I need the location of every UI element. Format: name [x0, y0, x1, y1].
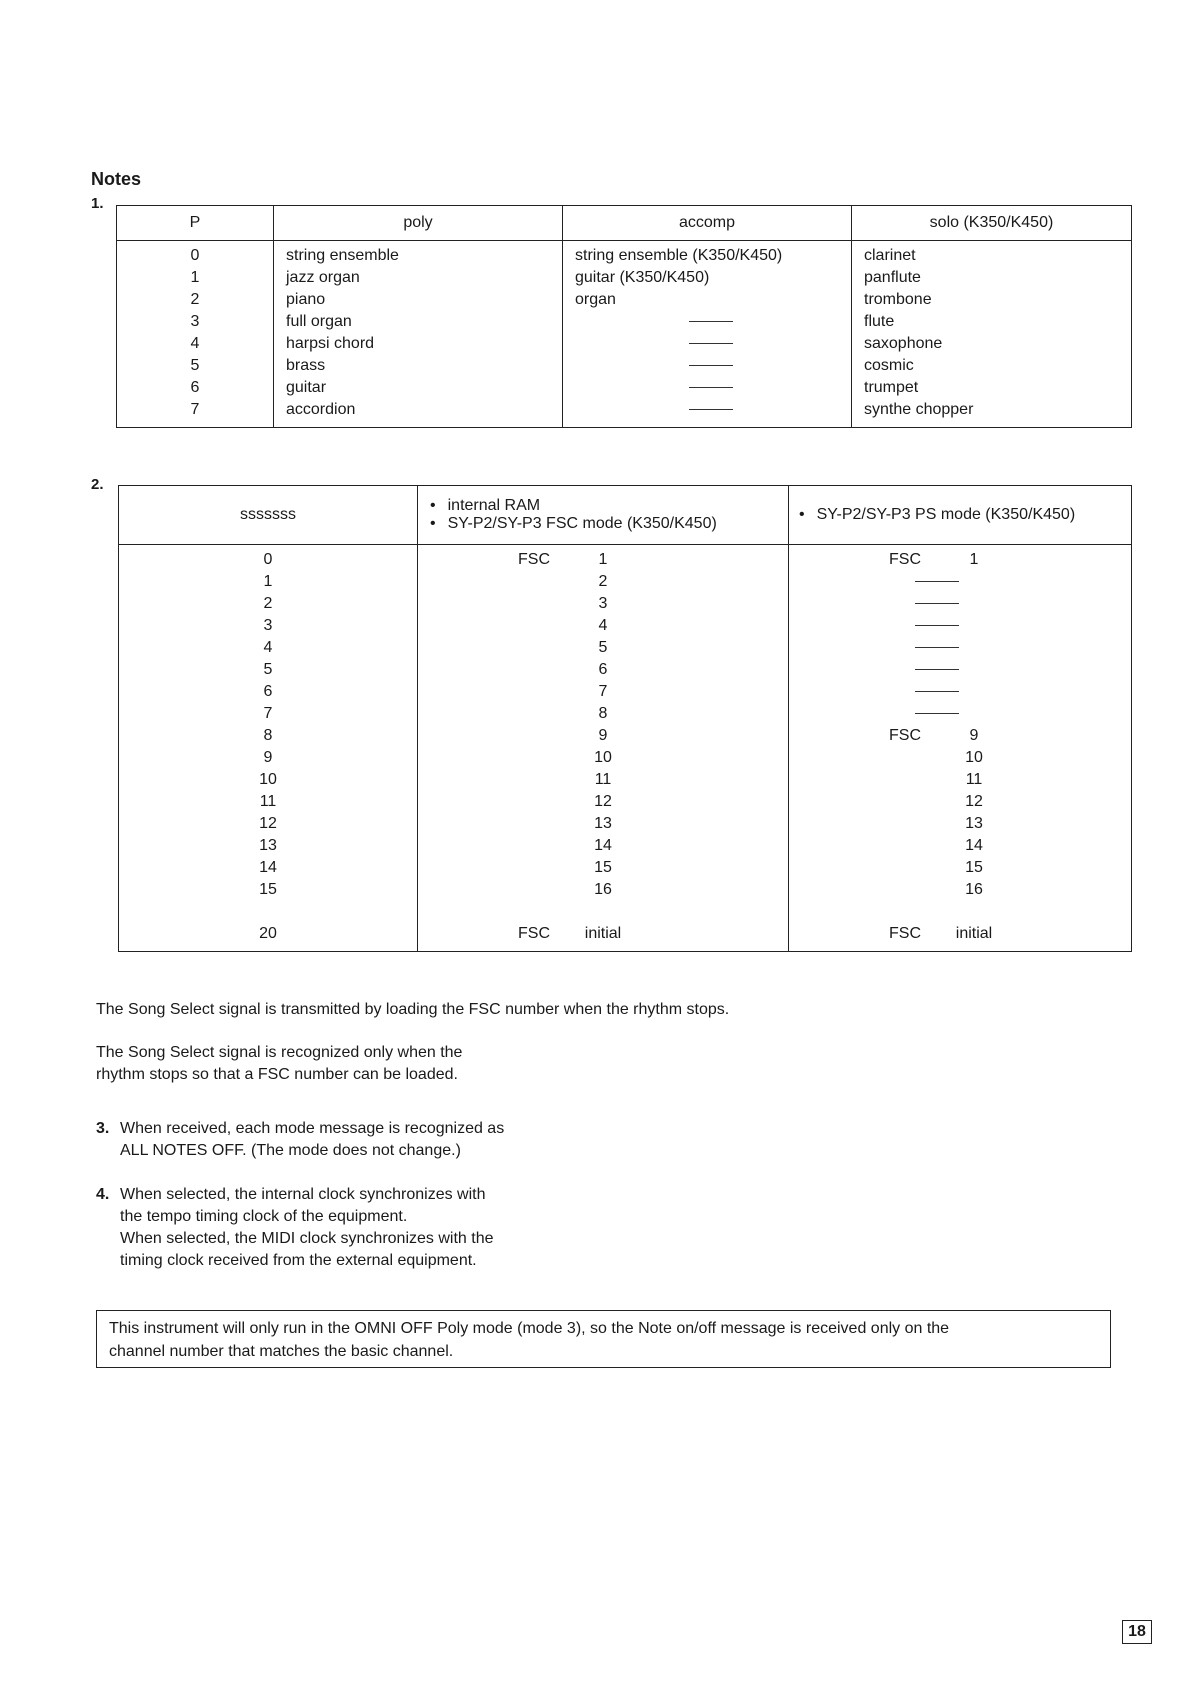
table2-cell-s: 11	[259, 793, 277, 810]
table2-c-column	[889, 549, 1131, 945]
table2-cell-s: 2	[263, 595, 273, 612]
table1-header-solo: solo (K350/K450)	[852, 206, 1132, 241]
table1-cell-poly: piano	[286, 291, 326, 308]
table2-cell-b	[518, 615, 788, 637]
table2-cell-b-value: 14	[594, 837, 612, 854]
table1-cell-poly: guitar	[286, 379, 327, 396]
table2-cell-b	[518, 747, 788, 769]
table2-cell-c-last	[889, 923, 1131, 945]
table2-cell-c-dash	[889, 703, 1131, 725]
table2-spacer	[119, 901, 417, 923]
table1-cell-p: 5	[190, 357, 200, 374]
table1-header-row	[117, 206, 1132, 241]
table1-accomp-column	[575, 245, 851, 421]
table1-cell-solo: clarinet	[864, 247, 916, 264]
table2-cell-s: 10	[259, 771, 277, 788]
table2-cell-c	[889, 879, 1131, 901]
table2-cell-c-last-value: initial	[955, 925, 993, 942]
table2-header-c	[789, 486, 1132, 545]
note-3-line1: When received, each mode message is recognized as	[120, 1120, 505, 1137]
table2-cell-c-dash	[889, 659, 1131, 681]
table2-cell-c-value: 13	[965, 815, 983, 832]
table2-cell-b-value: 13	[594, 815, 612, 832]
dash-mark	[915, 713, 959, 714]
song-select-transmit-text: The Song Select signal is transmitted by loading the FSC number when the rhythm stops.	[96, 1001, 730, 1018]
table2-cell-b-value: 8	[598, 705, 608, 722]
table2-header-b-line2: • SY-P2/SY-P3 FSC mode (K350/K450)	[430, 515, 788, 533]
table2-cell-c-dash	[889, 637, 1131, 659]
table1-cell-accomp: string ensemble (K350/K450)	[575, 247, 783, 264]
table2-cell-b-last-value: initial	[584, 925, 622, 942]
dash-mark	[915, 691, 959, 692]
table2-cell-b	[518, 769, 788, 791]
table2-cell-s: 9	[263, 749, 273, 766]
omni-off-notice-line2: channel number that matches the basic channel.	[109, 1343, 454, 1360]
note-4-line3: When selected, the MIDI clock synchronizes with the	[120, 1230, 494, 1247]
table2-cell-c	[889, 835, 1131, 857]
dash-mark	[689, 365, 733, 366]
table2-cell-c-dash	[889, 681, 1131, 703]
table2-cell-c-dash	[889, 615, 1131, 637]
table1-cell-p: 2	[190, 291, 200, 308]
table2-header-b	[418, 486, 789, 545]
table1-cell-accomp: organ	[575, 291, 616, 308]
table1-cell-accomp-dash	[575, 333, 851, 355]
table2-cell-b	[518, 571, 788, 593]
table2-cell-c-value: 12	[965, 793, 983, 810]
table2	[118, 485, 1132, 952]
table1-body-row	[117, 241, 1132, 428]
table2-cell-b-value: 1	[598, 551, 608, 568]
dash-mark	[689, 343, 733, 344]
table1-cell-poly: harpsi chord	[286, 335, 375, 352]
note-3-line2: ALL NOTES OFF. (The mode does not change.)	[120, 1142, 461, 1159]
note-3	[96, 1118, 505, 1162]
table2-cell-c-value: 16	[965, 881, 983, 898]
note-4-number: 4.	[96, 1186, 110, 1203]
table2-b-column	[518, 549, 788, 945]
table1-header-poly: poly	[274, 206, 563, 241]
omni-off-notice-line1: This instrument will only run in the OMNI OFF Poly mode (mode 3), so the Note on/off message is received only on the	[109, 1320, 950, 1337]
table1-cell-accomp-dash	[575, 377, 851, 399]
table2-cell-s: 7	[263, 705, 273, 722]
table2-cell-b-value: 4	[598, 617, 608, 634]
table2-cell-c-prefix: FSC	[889, 727, 921, 744]
table1-poly-column	[286, 245, 562, 421]
table1-cell-p: 7	[190, 401, 200, 418]
table2-cell-c-dash	[889, 593, 1131, 615]
table1-solo-column	[864, 245, 1131, 421]
notes-heading: Notes	[91, 169, 142, 189]
table2-cell-c-value: 15	[965, 859, 983, 876]
table2-cell-s: 8	[263, 727, 273, 744]
table2-cell-s: 0	[263, 551, 273, 568]
table2-cell-b	[518, 703, 788, 725]
table2-cell-b-value: 6	[598, 661, 608, 678]
table2-label: 2.	[91, 476, 104, 493]
table1-cell-solo: saxophone	[864, 335, 943, 352]
table2-body-row	[119, 545, 1132, 952]
table2-spacer	[889, 901, 1131, 923]
table2-cell-s: 12	[259, 815, 277, 832]
table1-cell-p: 0	[190, 247, 200, 264]
table2-s-column	[119, 549, 417, 945]
table2-cell-c	[889, 813, 1131, 835]
note-4	[96, 1184, 494, 1272]
song-select-recognize-text	[96, 1042, 462, 1086]
table1-cell-accomp-dash	[575, 399, 851, 421]
table2-cell-s: 13	[259, 837, 277, 854]
table1-cell-p: 1	[190, 269, 200, 286]
table2-cell-b-value: 9	[598, 727, 608, 744]
table2-cell-b-value: 7	[598, 683, 608, 700]
table1-cell-poly: accordion	[286, 401, 356, 418]
table2-cell-s: 5	[263, 661, 273, 678]
table2-header-b-line1: • internal RAM	[430, 497, 788, 515]
page-number: 18	[1122, 1620, 1152, 1644]
table2-cell-b-prefix: FSC	[518, 551, 550, 568]
dash-mark	[915, 603, 959, 604]
table2-cell-b-value: 10	[594, 749, 612, 766]
table1-header-p: P	[117, 206, 274, 241]
table1-cell-p: 6	[190, 379, 200, 396]
table2-cell-c-value: 11	[965, 771, 983, 788]
table2-cell-b	[518, 725, 788, 747]
table1-cell-poly: brass	[286, 357, 326, 374]
table2-cell-c-value: 9	[969, 727, 979, 744]
table1-cell-poly: jazz organ	[286, 269, 360, 286]
table2-header-c-text: • SY-P2/SY-P3 PS mode (K350/K450)	[799, 506, 1075, 523]
table2-cell-c	[889, 725, 1131, 747]
table2-cell-b	[518, 813, 788, 835]
table2-cell-s: 15	[259, 881, 277, 898]
table2-cell-c	[889, 769, 1131, 791]
table1-cell-poly: string ensemble	[286, 247, 399, 264]
table2-cell-b	[518, 549, 788, 571]
table2-cell-c-prefix: FSC	[889, 551, 921, 568]
table2-cell-c-value: 14	[965, 837, 983, 854]
table1-cell-solo: synthe chopper	[864, 401, 974, 418]
table2-cell-b	[518, 857, 788, 879]
dash-mark	[689, 409, 733, 410]
table2-cell-b-value: 2	[598, 573, 608, 590]
table2-cell-b-value: 11	[594, 771, 612, 788]
table2-cell-s: 6	[263, 683, 273, 700]
table2-cell-b	[518, 637, 788, 659]
dash-mark	[915, 669, 959, 670]
table2-cell-s: 4	[263, 639, 273, 656]
table2-cell-c	[889, 549, 1131, 571]
table2-header-s: sssssss	[119, 486, 418, 545]
table1-p-column	[117, 245, 273, 421]
table1-cell-p: 4	[190, 335, 200, 352]
table1-cell-solo: trombone	[864, 291, 932, 308]
table1	[116, 205, 1132, 428]
dash-mark	[915, 625, 959, 626]
table2-cell-b-value: 5	[598, 639, 608, 656]
table1-cell-solo: flute	[864, 313, 895, 330]
table2-cell-s: 1	[263, 573, 273, 590]
table2-cell-s: 14	[259, 859, 277, 876]
dash-mark	[689, 387, 733, 388]
table2-cell-b	[518, 659, 788, 681]
song-select-recognize-line1: The Song Select signal is recognized only when the	[96, 1044, 463, 1061]
dash-mark	[915, 647, 959, 648]
table2-spacer	[518, 901, 788, 923]
table1-cell-accomp-dash	[575, 311, 851, 333]
table2-cell-c	[889, 791, 1131, 813]
table1-cell-solo: panflute	[864, 269, 921, 286]
table2-cell-s-last: 20	[259, 925, 277, 942]
table2-cell-b-last-prefix: FSC	[518, 925, 550, 942]
table2-cell-c-last-prefix: FSC	[889, 925, 921, 942]
table2-cell-b-value: 15	[594, 859, 612, 876]
table2-cell-b	[518, 681, 788, 703]
table1-cell-accomp-dash	[575, 355, 851, 377]
table2-cell-b-value: 3	[598, 595, 608, 612]
table1-cell-solo: cosmic	[864, 357, 914, 374]
table1-cell-poly: full organ	[286, 313, 352, 330]
table1-header-accomp: accomp	[563, 206, 852, 241]
table2-cell-b	[518, 791, 788, 813]
table1-cell-accomp: guitar (K350/K450)	[575, 269, 710, 286]
table2-cell-b-value: 12	[594, 793, 612, 810]
omni-off-notice-box	[96, 1310, 1111, 1368]
table1-cell-p: 3	[190, 313, 200, 330]
table2-cell-c	[889, 747, 1131, 769]
note-4-line1: When selected, the internal clock synchronizes with	[120, 1186, 486, 1203]
table2-cell-b-last	[518, 923, 788, 945]
table2-cell-s: 3	[263, 617, 273, 634]
table2-cell-b-value: 16	[594, 881, 612, 898]
dash-mark	[689, 321, 733, 322]
table1-cell-solo: trumpet	[864, 379, 919, 396]
table2-header-row	[119, 486, 1132, 545]
table2-cell-c-dash	[889, 571, 1131, 593]
table2-cell-c-value: 10	[965, 749, 983, 766]
table2-cell-c-value: 1	[969, 551, 979, 568]
song-select-recognize-line2: rhythm stops so that a FSC number can be loaded.	[96, 1066, 458, 1083]
note-4-line4: timing clock received from the external equipment.	[120, 1252, 477, 1269]
note-4-line2: the tempo timing clock of the equipment.	[120, 1208, 408, 1225]
table2-cell-b	[518, 835, 788, 857]
note-3-number: 3.	[96, 1120, 110, 1137]
table2-cell-c	[889, 857, 1131, 879]
table2-cell-b	[518, 593, 788, 615]
table2-cell-b	[518, 879, 788, 901]
dash-mark	[915, 581, 959, 582]
table1-label: 1.	[91, 195, 104, 212]
